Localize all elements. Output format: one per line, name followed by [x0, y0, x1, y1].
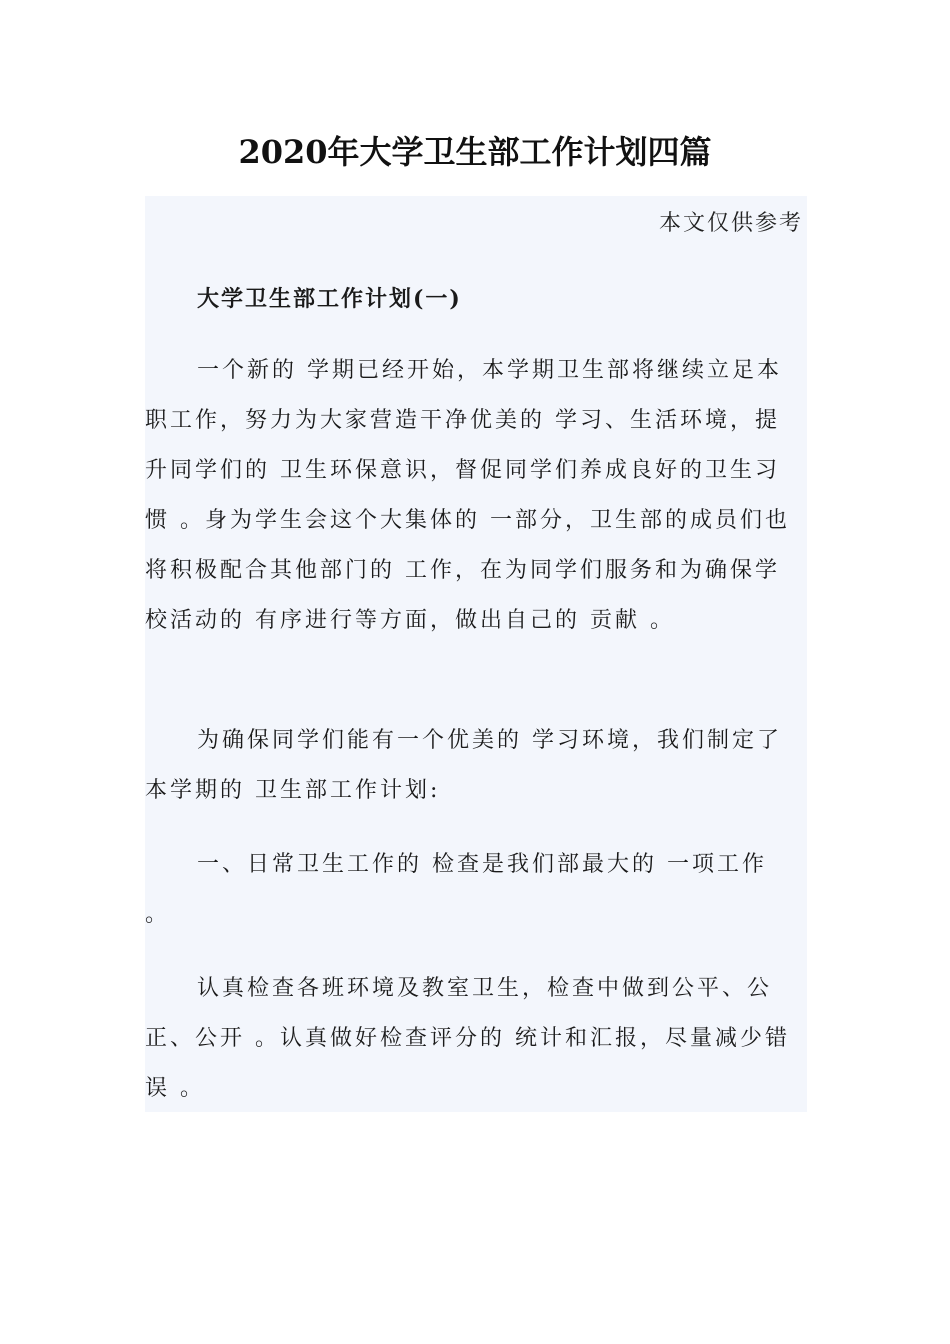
paragraph-inspection: 认真检查各班环境及教室卫生，检查中做到公平、公正、公开 。认真做好检查评分的 统计和汇报，尽量减少错误 。 [145, 976, 790, 1101]
content-area [145, 196, 807, 1112]
section-heading: 大学卫生部工作计划(一) [197, 286, 462, 312]
paragraph-plan-intro: 为确保同学们能有一个优美的 学习环境，我们制定了本学期的 卫生部工作计划: [145, 728, 782, 803]
reference-note: 本文仅供参考 [658, 211, 803, 236]
paragraph-intro: 一个新的 学期已经开始，本学期卫生部将继续立足本职工作，努力为大家营造干净优美的 学习、生活环境，提升同学们的 卫生环保意识，督促同学们养成良好的卫生习惯 。身为学生会这个大集体的 一部分，卫生部的成员们也将积极配合其他部门的 工作，在为同学们服务和为确保学校活动的 有序进行等方面，做出自己的 贡献 。 [145, 358, 790, 633]
paragraph-item-one: 一、日常卫生工作的 检查是我们部最大的 一项工作 。 [145, 852, 767, 927]
document-title: 2020年大学卫生部工作计划四篇 [238, 133, 712, 171]
